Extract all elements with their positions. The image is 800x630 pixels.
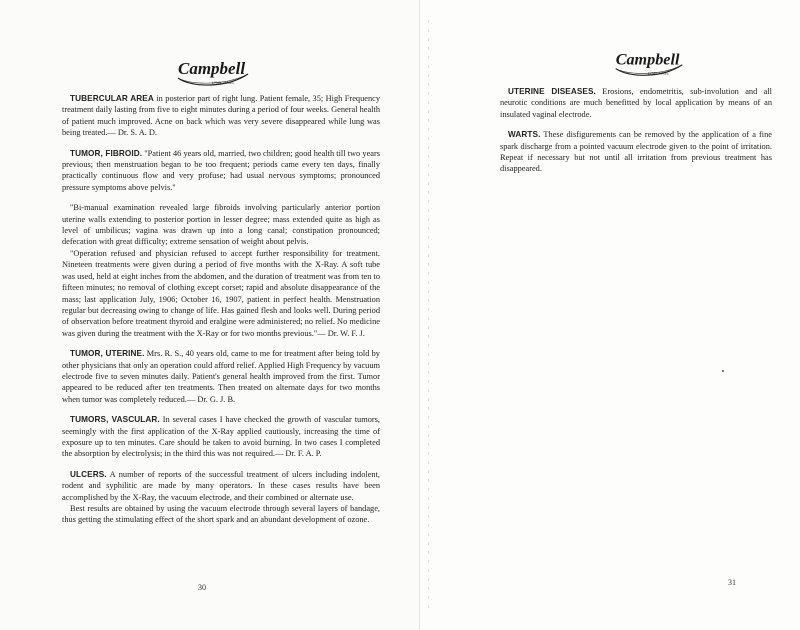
section-uterine-diseases [500, 86, 772, 120]
campbell-logo [172, 48, 254, 90]
campbell-logo [610, 40, 688, 80]
campbell-logo-icon [172, 48, 254, 90]
paper-speck [722, 370, 724, 372]
section-paragraph: Best results are obtained by using the vacuum electrode through several layers of bandage, thus getting the stimulating effect of the short spark and an abundant development of ozone. [62, 504, 380, 525]
section-heading: UTERINE DISEASES. [508, 87, 596, 96]
section-heading: WARTS. [508, 130, 541, 140]
section-heading: TUBERCULAR AREA [70, 94, 154, 103]
page-number: 30 [198, 583, 206, 592]
section-paragraph: "Operation refused and physician refused to accept further responsibility for treatment. Nineteen treatments were given during a period of five months with the X-Ray. A soft tube was used, held at eight inches from the abdomen, and the duration of treatment was from ten to fifteen minutes; no removal of clothing except corset; rapid and absolute disappearance of the mass; last application July, 1906; October 16, 1907, patient in perfect health. Menstruation regular but decreasing owing to change of life. Has gained flesh and looks well. During period of observation before treatment thyroid and eralgine were administered; no relief. No medicine was given during the treatment with the X-Ray or for two months previous."— Dr. W. F. J. [62, 248, 380, 338]
section-warts [500, 129, 772, 175]
left-text [62, 93, 380, 526]
section-tumors-vascular [62, 414, 380, 460]
section-body: Erosions, endometritis, sub-involution and all neurotic conditions are much benefitted by local application by means of an insulated vaginal electrode. [500, 87, 772, 119]
campbell-logo-icon [610, 40, 688, 80]
section-body: A number of reports of the successful treatment of ulcers including indolent, rodent and syphilitic are made by many operators. In these cases results have been accomplished by the X-Ray, the vacuum electrode, and their combined or alternate use. [62, 469, 380, 502]
logo-text: Campbell [615, 51, 680, 69]
section-heading: TUMOR, FIBROID. [70, 148, 143, 158]
section-heading: ULCERS. [70, 469, 107, 479]
section-ulcers [62, 469, 380, 503]
page-number: 31 [728, 578, 736, 587]
section-body: Mrs. R. S., 40 years old, came to me for treatment after being told by other physicians that only an operation could afford relief. Applied High Frequency by vacuum electrode five to seven minutes daily. Patient's general health improved from the first. Tumor appeared to be reduced after ten treatments. Then treated on alternate days for two months when tumor was completely reduced.— Dr. G. J. B. [62, 349, 380, 404]
section-body: "Patient 46 years old, married, two children; good health till two years previous; then menstruation began to be too frequent; periods came every ten days, finally practically continuous flow and very profuse; had usual nervous symptoms; pronounced pressure symptoms above pelvis." [62, 148, 380, 192]
section-tumor-fibroid [62, 148, 380, 194]
logo-subtext: LYNN, MASS. [212, 81, 235, 85]
section-tumor-uterine [62, 348, 380, 405]
logo-text: Campbell [178, 59, 246, 78]
section-body: These disfigurements can be removed by the application of a fine spark discharge from a pointed vacuum electrode given to the point of irritation. Repeat if necessary but not until all irritation from previous treatment has disappeared. [500, 130, 772, 174]
section-body: in posterior part of right lung. Patient female, 35; High Frequency treatment daily lasting from five to eight minutes during a period of four weeks. General health of patient much improved. Acne on back which was very severe disappeared while lung was being treated.— Dr. S. A. D. [62, 94, 381, 138]
gutter-shadow [428, 20, 429, 610]
section-body: In several cases I have checked the growth of vascular tumors, seemingly with the first application of the X-Ray applied cautiously, increasing the time of exposure up to ten minutes. Care should be taken to avoid burning. In two cases I completed the absorption by electrolysis; in the third this was not required.— Dr. F. A. P. [62, 415, 380, 459]
section-heading: TUMORS, VASCULAR. [70, 415, 160, 425]
logo-subtext: LYNN, MASS. [648, 71, 670, 76]
section-heading: TUMOR, UTERINE. [70, 349, 145, 359]
right-text [500, 86, 772, 175]
section-tubercular-area [62, 93, 380, 139]
section-paragraph: "Bi-manual examination revealed large fibroids involving particularly anterior portion uterine walls extending to posterior portion in lesser degree; mass extended quite as high as level of umbilicus; vagina was drawn up into a long canal; constipation pronounced; defecation with great difficulty; extreme sensation of weight about pelvis. [62, 203, 380, 247]
